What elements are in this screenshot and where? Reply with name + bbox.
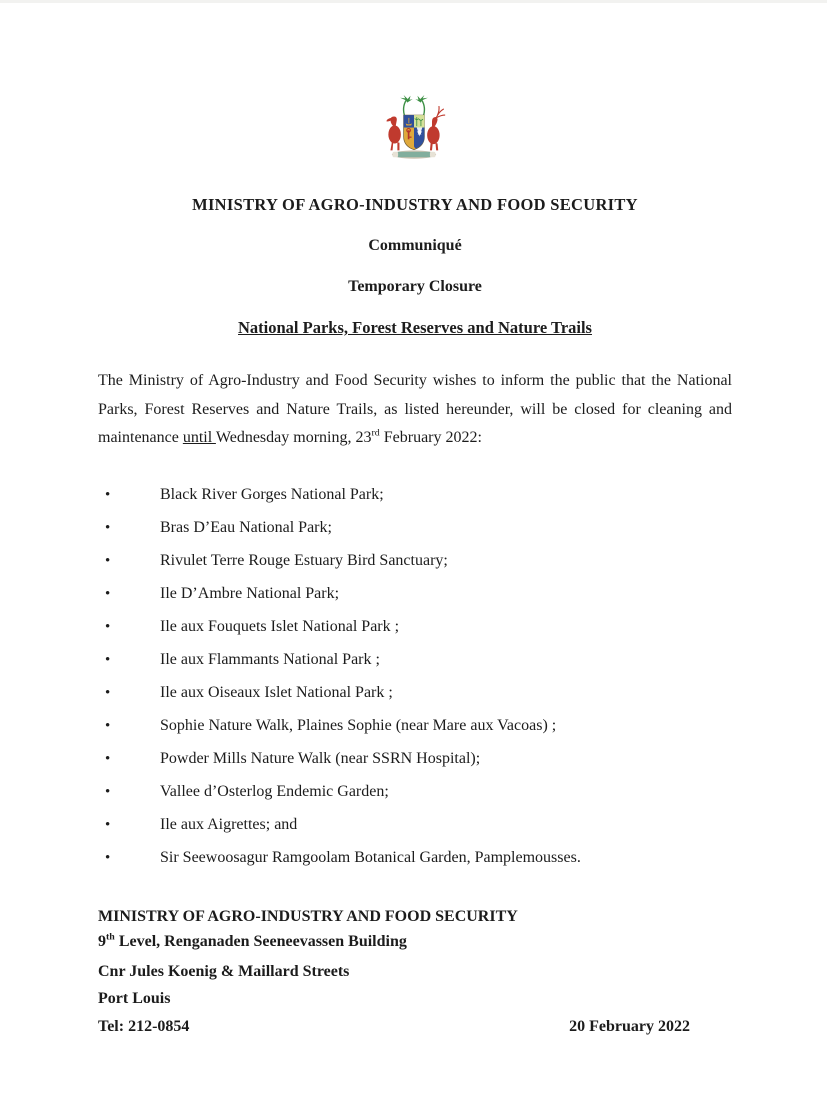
park-name: Sir Seewoosagur Ramgoolam Botanical Garden, Pamplemousses. <box>160 848 581 866</box>
closed-parks-list <box>98 485 732 868</box>
bullet-icon: • <box>105 684 111 701</box>
bullet-icon: • <box>105 585 111 602</box>
bullet-icon: • <box>105 651 111 668</box>
list-item <box>98 518 732 538</box>
park-name: Ile aux Oiseaux Islet National Park ; <box>160 683 393 701</box>
park-name: Black River Gorges National Park; <box>160 485 384 503</box>
list-item <box>98 716 732 736</box>
bullet-icon: • <box>105 816 111 833</box>
list-item <box>98 650 732 670</box>
bullet-icon: • <box>105 849 111 866</box>
list-item <box>98 848 732 868</box>
bullet-icon: • <box>105 783 111 800</box>
paragraph-text: Wednesday morning, 23 <box>215 429 372 446</box>
footer-telephone: Tel: 212-0854 <box>98 1017 190 1035</box>
park-name: Vallee d’Osterlog Endemic Garden; <box>160 782 389 800</box>
footer-city: Port Louis <box>98 989 171 1007</box>
footer-level-number: 9 <box>98 932 106 950</box>
park-name: Bras D’Eau National Park; <box>160 518 332 536</box>
mauritius-coat-of-arms-icon <box>369 92 459 175</box>
list-item <box>98 782 732 802</box>
footer-address-line1 <box>98 932 732 951</box>
communique-heading: Communiqué <box>368 237 462 254</box>
park-name: Ile aux Fouquets Islet National Park ; <box>160 617 400 635</box>
bullet-icon: • <box>105 618 111 635</box>
list-item <box>98 485 732 505</box>
footer-block <box>98 907 732 1036</box>
footer-address-line2: Cnr Jules Koenig & Maillard Streets <box>98 962 350 980</box>
list-item <box>98 815 732 835</box>
bullet-icon: • <box>105 552 111 569</box>
list-item <box>98 749 732 769</box>
list-item <box>98 551 732 571</box>
ministry-title: MINISTRY OF AGRO-INDUSTRY AND FOOD SECURITY <box>192 195 638 214</box>
footer-contact-row <box>98 1017 732 1036</box>
bullet-icon: • <box>105 486 111 503</box>
crest-container <box>0 0 827 175</box>
list-item <box>98 683 732 703</box>
park-name: Powder Mills Nature Walk (near SSRN Hospital); <box>160 749 481 767</box>
park-name: Rivulet Terre Rouge Estuary Bird Sanctuary; <box>160 551 448 569</box>
bullet-icon: • <box>105 750 111 767</box>
underlined-until: until <box>182 429 216 446</box>
temporary-closure-heading: Temporary Closure <box>348 278 482 295</box>
announcement-paragraph <box>98 367 732 453</box>
list-item <box>98 617 732 637</box>
list-item <box>98 584 732 604</box>
document-date: 20 February 2022 <box>569 1017 690 1035</box>
park-name: Ile D’Ambre National Park; <box>160 584 340 602</box>
paragraph-text: February 2022: <box>379 429 482 446</box>
bullet-icon: • <box>105 717 111 734</box>
subject-heading: National Parks, Forest Reserves and Nature Trails <box>238 318 592 337</box>
footer-ministry: MINISTRY OF AGRO-INDUSTRY AND FOOD SECURITY <box>98 907 518 925</box>
park-name: Ile aux Flammants National Park ; <box>160 650 380 668</box>
footer-building: Level, Renganaden Seeneevassen Building <box>114 932 407 950</box>
ordinal-superscript: th <box>106 931 115 943</box>
bullet-icon: • <box>105 519 111 536</box>
ordinal-superscript: rd <box>371 427 380 439</box>
paragraph-text: The Ministry of Agro-Industry and Food Security wishes to inform the public that the National Parks, Forest Reserves and Nature Trails, as listed hereunder, will be closed for cleaning and maintenance <box>98 372 732 446</box>
park-name: Ile aux Aigrettes; and <box>160 815 298 833</box>
park-name: Sophie Nature Walk, Plaines Sophie (near Mare aux Vacoas) ; <box>160 716 557 734</box>
